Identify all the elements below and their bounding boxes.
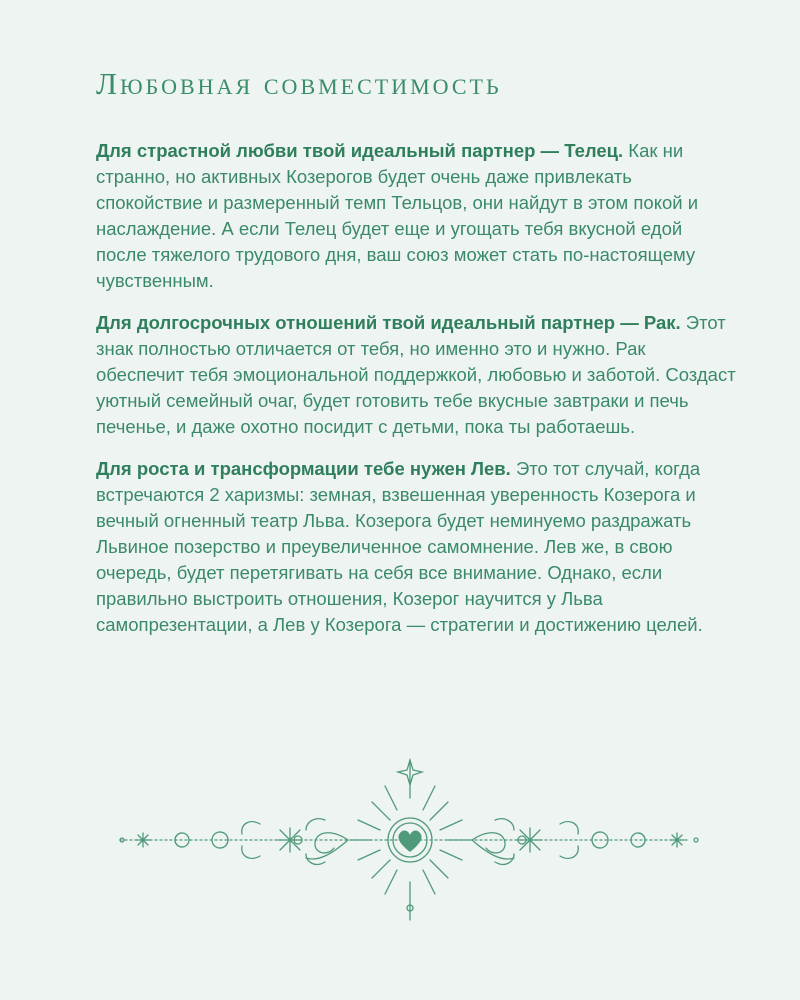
body-text bbox=[96, 138, 736, 654]
paragraph-leo bbox=[96, 456, 736, 638]
paragraph-taurus bbox=[96, 138, 736, 294]
paragraph-text: Это тот случай, когда встречаются 2 харизмы: земная, взвешенная уверенность Козерога и вечный огненный театр Льва. Козерога будет неминуемо раздражать Львиное позерство и преувеличенное самомнение. Лев же, в свою очередь, будет перетягивать на себя все внимание. Однако, если правильно выстроить отношения, Козерог научится у Льва самопрезентации, а Лев у Козерога — стратегии и достижению целей. bbox=[96, 458, 703, 635]
paragraph-lead: Для страстной любви твой идеальный партнер — Телец. bbox=[96, 140, 624, 161]
paragraph-lead: Для долгосрочных отношений твой идеальный партнер — Рак. bbox=[96, 312, 681, 333]
paragraph-cancer bbox=[96, 310, 736, 440]
page-title: Любовная совместимость bbox=[96, 66, 502, 101]
paragraph-text: Этот знак полностью отличается от тебя, но именно это и нужно. Рак обеспечит тебя эмоциональной поддержкой, любовью и заботой. Создаст уютный семейный очаг, будет готовить тебе вкусные завтраки и печь печенье, и даже охотно посидит с детьми, пока ты работаешь. bbox=[96, 312, 736, 437]
celestial-heart-ornament-icon bbox=[110, 758, 700, 928]
paragraph-lead: Для роста и трансформации тебе нужен Лев. bbox=[96, 458, 511, 479]
paragraph-text: Как ни странно, но активных Козерогов будет очень даже привлекать спокойствие и размеренный темп Тельцов, они найдут в этом покой и наслаждение. А если Телец будет еще и угощать тебя вкусной едой после тяжелого трудового дня, ваш союз может стать по-настоящему чувственным. bbox=[96, 140, 699, 291]
